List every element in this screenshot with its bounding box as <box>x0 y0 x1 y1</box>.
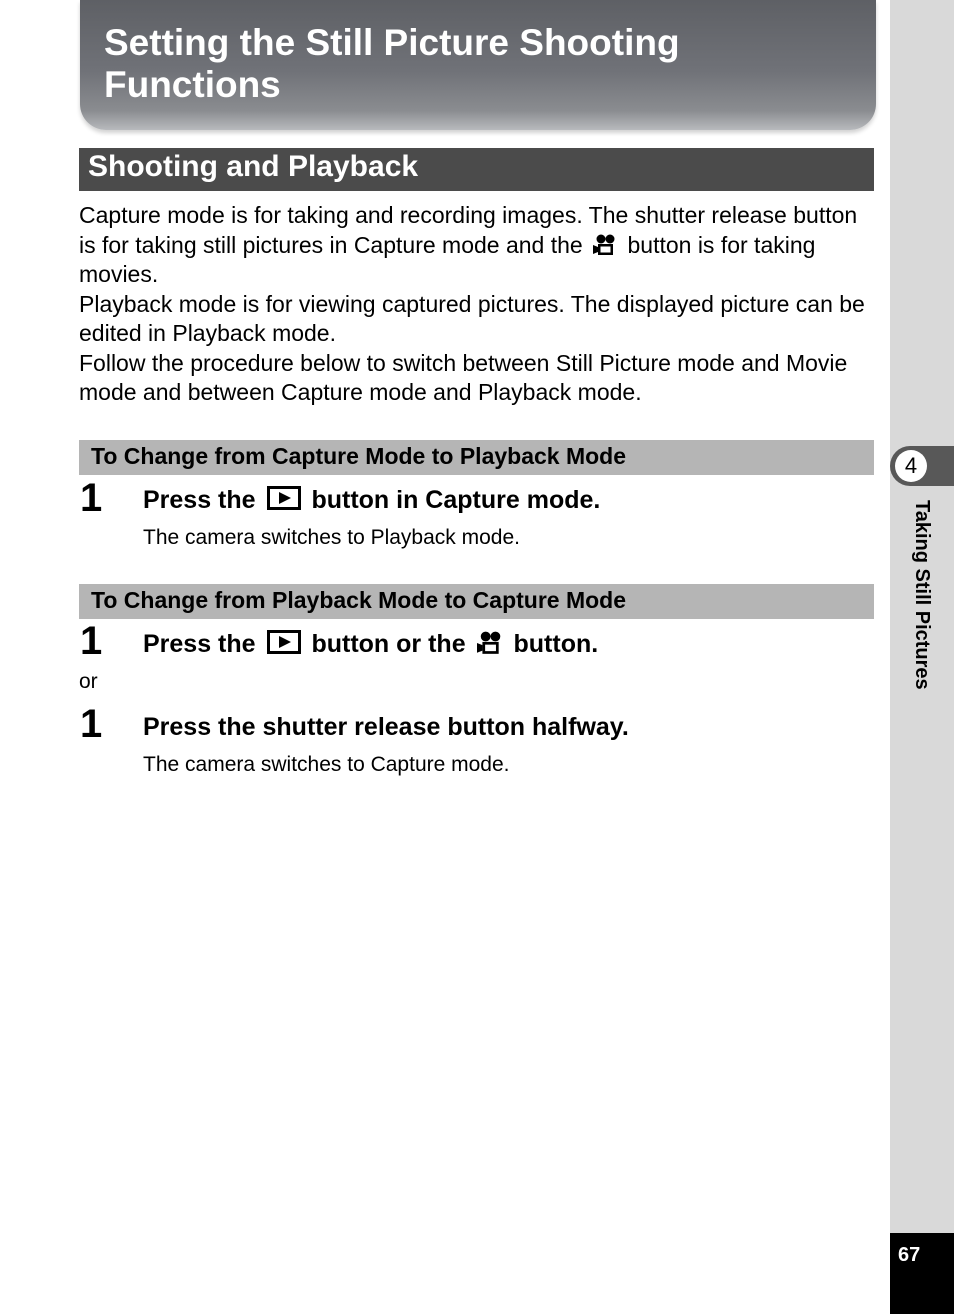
step-instruction <box>143 629 598 659</box>
subheading-capture-to-playback: To Change from Capture Mode to Playback Mode <box>79 440 874 475</box>
playback-icon <box>267 486 301 510</box>
step-number: 1 <box>80 702 103 746</box>
step-text-after: button in Capture mode. <box>311 486 601 514</box>
or-separator: or <box>79 670 98 693</box>
intro-paragraph-1 <box>79 201 879 290</box>
step-description: The camera switches to Playback mode. <box>143 526 520 549</box>
chapter-title: Taking Still Pictures <box>911 500 933 690</box>
movie-camera-icon <box>593 234 617 256</box>
step-text-after: button. <box>513 630 599 658</box>
step-text-middle: button or the <box>311 630 466 658</box>
step-instruction <box>143 485 600 515</box>
step-text-before: Press the <box>143 630 256 658</box>
intro-paragraph-2: Playback mode is for viewing captured pictures. The displayed picture can be edited in Playback mode. <box>79 290 865 346</box>
chapter-sidebar <box>890 0 954 1314</box>
playback-icon <box>267 630 301 654</box>
step-instruction: Press the shutter release button halfway. <box>143 713 629 741</box>
intro-paragraph-3: Follow the procedure below to switch between Still Picture mode and Movie mode and between Capture mode and Playback mode. <box>79 349 848 405</box>
step-description: The camera switches to Capture mode. <box>143 753 510 776</box>
subheading-playback-to-capture: To Change from Playback Mode to Capture Mode <box>79 584 874 619</box>
page-number-box <box>890 1233 954 1314</box>
intro-p1-after: button is for taking movies. <box>79 231 816 287</box>
chapter-number: 4 <box>895 450 927 482</box>
page-title: Setting the Still Picture Shooting Functions <box>104 22 680 105</box>
step-number: 1 <box>80 619 103 663</box>
title-banner <box>80 0 876 130</box>
movie-camera-icon <box>477 631 503 655</box>
section-heading: Shooting and Playback <box>79 148 874 191</box>
intro-p1-before: Capture mode is for taking and recording images. The shutter release button is for taking still pictures in Capture mode and the <box>79 202 858 258</box>
intro-text <box>79 201 879 408</box>
page-number: 67 <box>898 1244 921 1266</box>
step-number: 1 <box>80 476 103 520</box>
step-text-before: Press the <box>143 486 256 514</box>
chapter-tab <box>890 446 954 486</box>
